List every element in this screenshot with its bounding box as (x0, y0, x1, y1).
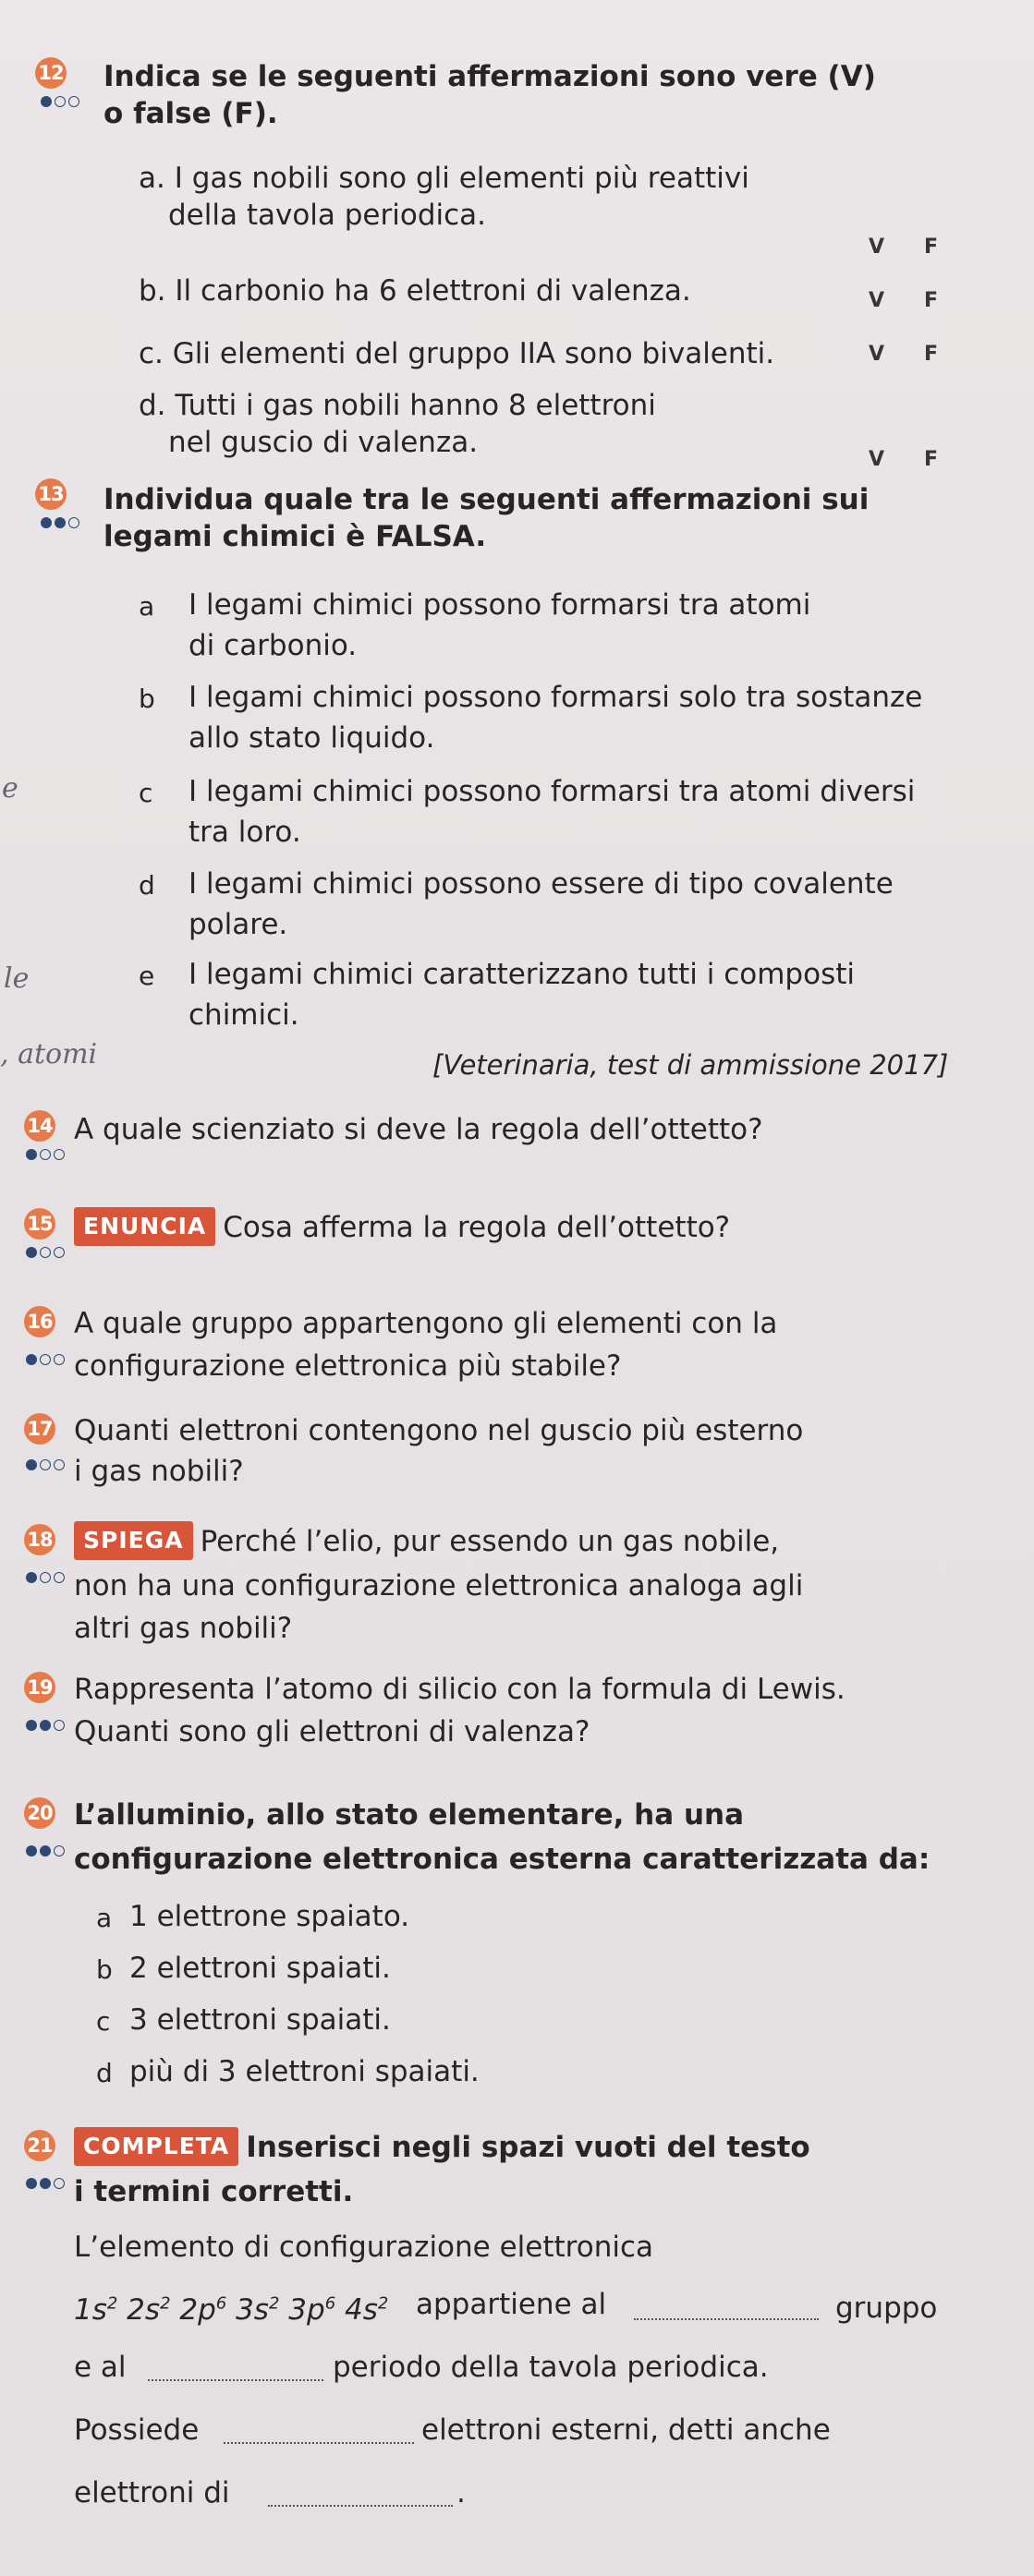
question-text: Individua quale tra le seguenti affermazioni sui (103, 483, 870, 516)
option-text[interactable]: I legami chimici possono formarsi tra atomi (189, 588, 811, 622)
fill-text: Possiede (74, 2413, 200, 2447)
true-option[interactable]: V (869, 448, 885, 471)
option-text[interactable]: 3 elettroni spaiati. (129, 2003, 391, 2037)
option-text: polare. (189, 908, 288, 941)
task-tag: ENUNCIA (74, 1207, 215, 1246)
option-text[interactable]: I legami chimici possono formarsi tra atomi diversi (189, 775, 916, 808)
difficulty-dots (41, 517, 79, 528)
question-text: COMPLETA Inserisci negli spazi vuoti del testo (74, 2130, 810, 2169)
difficulty-dots (26, 1354, 65, 1365)
true-option[interactable]: V (869, 289, 885, 312)
question-number: 16 (24, 1306, 55, 1337)
fill-text: elettroni esterni, detti anche (421, 2413, 831, 2447)
question-text: Quanti sono gli elettroni di valenza? (74, 1715, 590, 1748)
question-number: 17 (24, 1413, 55, 1445)
difficulty-dots (26, 1845, 65, 1856)
blank-field[interactable] (634, 2315, 819, 2320)
question-text: Quanti elettroni contengono nel guscio più esterno (74, 1414, 804, 1447)
question-text: o false (F). (103, 97, 278, 130)
question-text: A quale scienziato si deve la regola dell’ottetto? (74, 1113, 763, 1146)
blank-field[interactable] (148, 2376, 323, 2381)
question-text: i gas nobili? (74, 1455, 244, 1488)
option-letter: b (139, 683, 155, 714)
statement: a. I gas nobili sono gli elementi più reattivi (139, 162, 749, 195)
question-number: 13 (35, 478, 67, 510)
question-text: altri gas nobili? (74, 1612, 293, 1645)
statement: d. Tutti i gas nobili hanno 8 elettroni (139, 389, 656, 422)
option-text[interactable]: più di 3 elettroni spaiati. (129, 2055, 480, 2088)
option-text: tra loro. (189, 816, 301, 849)
difficulty-dots (26, 1247, 65, 1258)
difficulty-dots (26, 1459, 65, 1470)
fill-text: elettroni di (74, 2476, 230, 2509)
question-text: non ha una configurazione elettronica analoga agli (74, 1569, 804, 1602)
option-text[interactable]: 2 elettroni spaiati. (129, 1952, 391, 1985)
question-text: legami chimici è FALSA. (103, 520, 487, 553)
fill-text: appartiene al (416, 2288, 607, 2321)
question-text: SPIEGA Perché l’elio, pur essendo un gas nobile, (74, 1524, 779, 1563)
difficulty-dots (26, 1720, 65, 1731)
question-text: ENUNCIA Cosa afferma la regola dell’ottetto? (74, 1210, 730, 1249)
option-letter: a (139, 591, 155, 622)
blank-field[interactable] (268, 2501, 453, 2507)
question-text: Rappresenta l’atomo di silicio con la formula di Lewis. (74, 1673, 845, 1706)
difficulty-dots (26, 2178, 65, 2189)
fill-text: L’elemento di configurazione elettronica (74, 2231, 653, 2264)
question-text: configurazione elettronica più stabile? (74, 1349, 622, 1383)
option-text[interactable]: I legami chimici possono formarsi solo tra sostanze (189, 681, 923, 714)
question-text: Indica se le seguenti affermazioni sono vere (V) (103, 60, 876, 93)
fill-text: e al (74, 2351, 127, 2384)
fill-text: gruppo (835, 2292, 938, 2325)
option-letter: d (139, 870, 155, 901)
task-tag: COMPLETA (74, 2127, 238, 2166)
difficulty-dots (41, 96, 79, 107)
question-text: L’alluminio, allo stato elementare, ha una (74, 1798, 745, 1832)
electron-configuration: $1s^2$ $2s^2$ $2p^6$ $3s^2$ $3p^6$ $4s^2$ (74, 2293, 389, 2327)
option-letter: c (139, 778, 153, 808)
option-text[interactable]: 1 elettrone spaiato. (129, 1900, 410, 1933)
question-text: i termini corretti. (74, 2175, 354, 2208)
option-letter: b (96, 1954, 113, 1985)
statement: nel guscio di valenza. (168, 426, 479, 459)
question-number: 14 (24, 1110, 55, 1142)
question-text: A quale gruppo appartengono gli elementi con la (74, 1307, 778, 1340)
handwritten-note: le (4, 962, 30, 995)
statement: b. Il carbonio ha 6 elettroni di valenza. (139, 274, 691, 308)
question-number: 21 (24, 2130, 55, 2161)
statement: c. Gli elementi del gruppo IIA sono bivalenti. (139, 337, 775, 370)
option-letter: a (96, 1903, 113, 1933)
true-option[interactable]: V (869, 236, 885, 259)
false-option[interactable]: F (924, 289, 939, 312)
fill-text: periodo della tavola periodica. (333, 2351, 769, 2384)
statement: della tavola periodica. (168, 199, 487, 232)
fill-text: . (456, 2476, 466, 2509)
option-letter: d (96, 2058, 113, 2088)
difficulty-dots (26, 1572, 65, 1583)
false-option[interactable]: F (924, 343, 939, 366)
question-text: configurazione elettronica esterna caratterizzata da: (74, 1843, 931, 1876)
option-letter: e (139, 961, 155, 991)
handwritten-note: e (2, 772, 18, 804)
option-text: di carbonio. (189, 629, 358, 662)
option-text: allo stato liquido. (189, 721, 435, 755)
option-letter: c (96, 2006, 111, 2037)
question-number: 12 (35, 57, 67, 89)
false-option[interactable]: F (924, 236, 939, 259)
difficulty-dots (26, 1149, 65, 1160)
option-text: chimici. (189, 998, 299, 1032)
task-tag: SPIEGA (74, 1521, 193, 1560)
true-option[interactable]: V (869, 343, 885, 366)
blank-field[interactable] (224, 2438, 414, 2444)
source-citation: [Veterinaria, test di ammissione 2017] (432, 1049, 949, 1081)
question-number: 15 (24, 1208, 55, 1240)
false-option[interactable]: F (924, 448, 939, 471)
option-text[interactable]: I legami chimici possono essere di tipo covalente (189, 867, 894, 901)
handwritten-note: , atomi (0, 1038, 98, 1070)
question-number: 19 (24, 1672, 55, 1703)
question-number: 18 (24, 1524, 55, 1555)
question-number: 20 (24, 1797, 55, 1829)
option-text[interactable]: I legami chimici caratterizzano tutti i composti (189, 958, 855, 991)
